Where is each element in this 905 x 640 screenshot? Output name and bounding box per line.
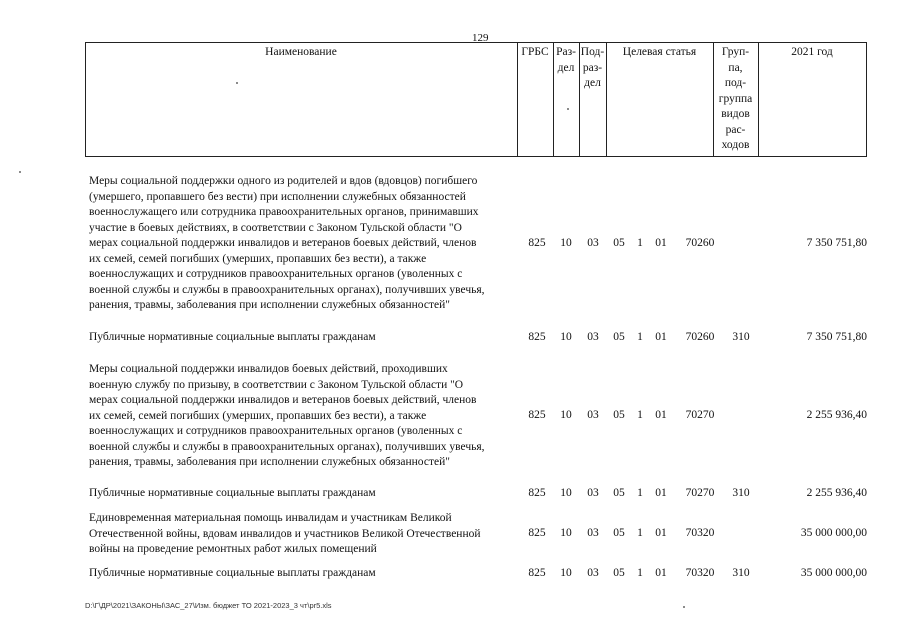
target-program-cell: 05 — [613, 237, 625, 249]
group-cell: 310 — [732, 331, 750, 343]
header-group-line: па, — [728, 61, 743, 74]
target-subprogram-cell: 1 — [637, 331, 643, 343]
description-line: их семей, семей погибших (умерших, пропавших без вести), а также — [89, 409, 427, 422]
header-podrazdel-line: раз- — [582, 61, 603, 74]
row-description — [89, 486, 519, 502]
podrazdel-cell: 03 — [587, 331, 599, 343]
header-razdel-line: Раз- — [556, 46, 576, 58]
target-program-cell: 05 — [613, 527, 625, 539]
grbs-cell: 825 — [528, 331, 546, 343]
header-group-line: под- — [724, 77, 747, 89]
row-description — [89, 174, 519, 314]
description-line: Единовременная материальная помощь инвалидам и участникам Великой — [89, 512, 452, 524]
table-row — [0, 174, 905, 314]
target-subprogram-cell: 1 — [637, 527, 643, 539]
scan-speck — [567, 108, 569, 110]
header-grbs: ГРБС — [521, 46, 549, 58]
target-direction-cell: 70260 — [685, 237, 715, 249]
table-row — [0, 362, 905, 472]
header-top-border — [85, 42, 867, 43]
amount-cell: 2 255 936,40 — [806, 409, 867, 421]
target-direction-cell: 70270 — [685, 409, 715, 421]
target-program-cell: 05 — [613, 331, 625, 343]
header-group-line: видов — [721, 108, 750, 120]
description-line: мерах социальной поддержки инвалидов и ветеранов боевых действий, членов — [89, 237, 477, 249]
description-line: (умершего, пропавшего без вести) при исполнении служебных обязанностей — [89, 190, 466, 203]
header-podrazdel-line: Под- — [580, 46, 605, 58]
description-line: военной службы и службы в правоохранительных органах), получивших увечья, — [89, 283, 485, 296]
grbs-cell: 825 — [528, 527, 546, 539]
target-direction-cell: 70320 — [685, 527, 715, 539]
table-row — [0, 486, 905, 502]
podrazdel-cell: 03 — [587, 567, 599, 579]
podrazdel-cell: 03 — [587, 409, 599, 421]
target-direction-cell: 70260 — [685, 331, 715, 343]
row-description — [89, 330, 519, 346]
razdel-cell: 10 — [560, 567, 572, 579]
group-cell: 310 — [732, 567, 750, 579]
header-podrazdel — [579, 45, 606, 92]
row-description — [89, 511, 519, 558]
razdel-cell: 10 — [560, 237, 572, 249]
target-main-event-cell: 01 — [655, 331, 667, 343]
target-direction-cell: 70270 — [685, 487, 715, 499]
header-group-line: ходов — [721, 139, 750, 151]
target-main-event-cell: 01 — [655, 527, 667, 539]
scan-speck — [19, 171, 21, 173]
table-row — [0, 330, 905, 346]
target-main-event-cell: 01 — [655, 409, 667, 421]
footer-file-path: D:\Г\ДР\2021\ЗАКОНЫ\ЗАС_27\Изм. бюджет ТО 2021-2023_3 чт\pr5.xls — [85, 601, 332, 610]
target-main-event-cell: 01 — [655, 567, 667, 579]
header-group-line: Груп- — [721, 46, 750, 58]
grbs-cell: 825 — [528, 237, 546, 249]
description-line: Публичные нормативные социальные выплаты гражданам — [89, 567, 376, 579]
row-description — [89, 362, 519, 471]
podrazdel-cell: 03 — [587, 487, 599, 499]
target-program-cell: 05 — [613, 487, 625, 499]
target-main-event-cell: 01 — [655, 487, 667, 499]
scan-speck — [683, 606, 685, 608]
target-direction-cell: 70320 — [685, 567, 715, 579]
header-podrazdel-line: дел — [584, 77, 601, 89]
header-group-line: группа — [718, 92, 753, 105]
amount-cell: 2 255 936,40 — [806, 487, 867, 499]
target-subprogram-cell: 1 — [637, 567, 643, 579]
description-line: Отечественной войны, вдовам инвалидов и участников Великой Отечественной — [89, 527, 481, 540]
header-target: Целевая статья — [622, 46, 697, 58]
description-line: Меры социальной поддержки одного из родителей и вдов (вдовцов) погибшего — [89, 175, 478, 187]
target-subprogram-cell: 1 — [637, 487, 643, 499]
amount-cell: 7 350 751,80 — [806, 331, 867, 343]
page-number: 129 — [472, 32, 489, 44]
description-line: войны на проведение ремонтных работ жилых помещений — [89, 543, 377, 555]
description-line: Публичные нормативные социальные выплаты гражданам — [89, 331, 376, 343]
target-main-event-cell: 01 — [655, 237, 667, 249]
description-line: военнослужащих и сотрудников правоохранительных органов (уволенных с — [89, 425, 463, 437]
razdel-cell: 10 — [560, 409, 572, 421]
podrazdel-cell: 03 — [587, 527, 599, 539]
razdel-cell: 10 — [560, 487, 572, 499]
description-line: Меры социальной поддержки инвалидов боевых действий, проходивших — [89, 363, 448, 375]
grbs-cell: 825 — [528, 567, 546, 579]
target-subprogram-cell: 1 — [637, 237, 643, 249]
target-program-cell: 05 — [613, 409, 625, 421]
table-row — [0, 511, 905, 558]
header-razdel-line: дел — [557, 61, 575, 74]
description-line: ранения, травмы, заболевания при исполнении служебных обязанностей" — [89, 456, 450, 468]
amount-cell: 7 350 751,80 — [806, 237, 867, 249]
razdel-cell: 10 — [560, 527, 572, 539]
row-description — [89, 566, 519, 582]
description-line: их семей, семей погибших (умерших, пропавших без вести), а также — [89, 252, 427, 265]
description-line: военнослужащего или сотрудника правоохранительных органов, принимавших — [89, 206, 479, 218]
grbs-cell: 825 — [528, 487, 546, 499]
header-group-line: рас- — [725, 123, 746, 136]
description-line: участие в боевых действиях, в соответствии с Законом Тульской области "О — [89, 221, 462, 234]
description-line: военную службу по призыву, в соответствии с Законом Тульской области "О — [89, 378, 464, 391]
podrazdel-cell: 03 — [587, 237, 599, 249]
description-line: военной службы и службы в правоохранительных органах), получивших увечья, — [89, 440, 485, 453]
description-line: военнослужащих и сотрудников правоохранительных органов (уволенных с — [89, 268, 463, 280]
column-divider — [866, 42, 867, 157]
header-group — [713, 45, 758, 154]
description-line: мерах социальной поддержки инвалидов и ветеранов боевых действий, членов — [89, 394, 477, 406]
grbs-cell: 825 — [528, 409, 546, 421]
razdel-cell: 10 — [560, 331, 572, 343]
header-razdel — [553, 45, 579, 76]
header-year: 2021 год — [791, 46, 833, 58]
target-subprogram-cell: 1 — [637, 409, 643, 421]
table-row — [0, 566, 905, 582]
description-line: ранения, травмы, заболевания при исполнении служебных обязанностей" — [89, 299, 450, 311]
scan-speck — [236, 82, 238, 84]
amount-cell: 35 000 000,00 — [800, 527, 867, 539]
header-name: Наименование — [265, 46, 337, 58]
amount-cell: 35 000 000,00 — [800, 567, 867, 579]
group-cell: 310 — [732, 487, 750, 499]
table-header — [85, 42, 867, 157]
description-line: Публичные нормативные социальные выплаты гражданам — [89, 487, 376, 499]
header-bottom-border — [85, 156, 867, 157]
target-program-cell: 05 — [613, 567, 625, 579]
